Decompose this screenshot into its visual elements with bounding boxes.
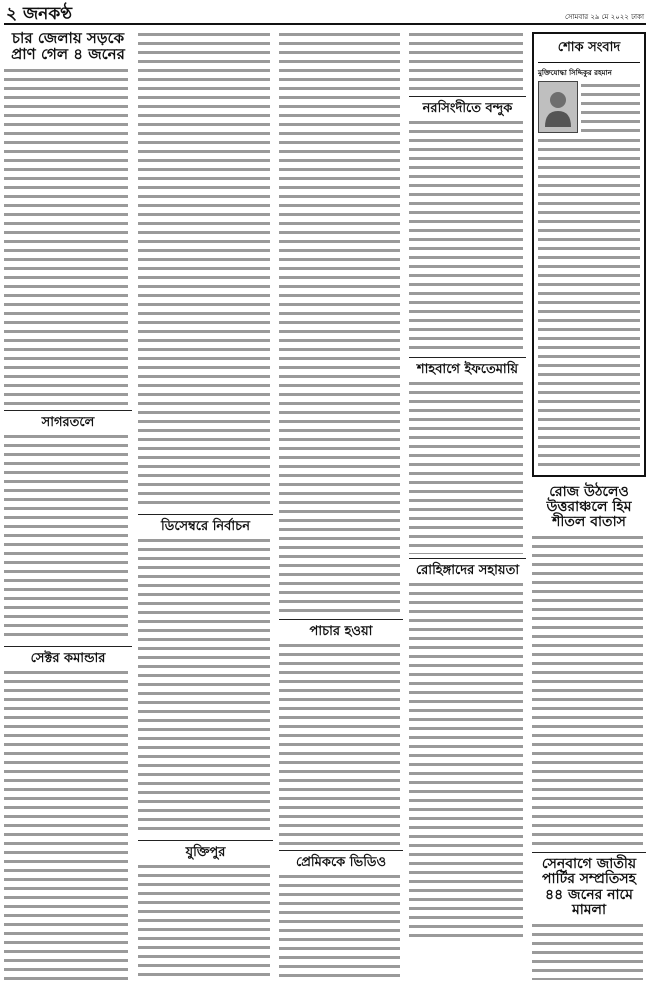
article-body-4 — [138, 30, 273, 510]
section-headline-election: ডিসেম্বরে নির্বাচন — [161, 519, 250, 534]
column-4 — [409, 30, 526, 980]
page-number: ২ জনকণ্ঠ — [6, 4, 73, 24]
article-body-10 — [409, 30, 526, 92]
divider — [138, 514, 273, 515]
article-body-2 — [4, 432, 132, 642]
article-body-8 — [279, 641, 403, 846]
section-headline-sagortole: সাগরতলে — [41, 415, 95, 431]
divider — [532, 852, 646, 853]
section-headline-shahbag: শাহবাগে ইফতেমায়ি — [416, 362, 519, 378]
section-headline-premik-video: প্রেমিককে ভিডিও — [295, 855, 387, 871]
bottom-headline: সেনবাগে জাতীয় পার্টির সম্প্রতিসহ ৪৪ জনের নামে মামলা — [541, 856, 637, 918]
section-headline-pachar: পাচার হওয়া — [309, 624, 373, 639]
article-body-3 — [4, 668, 132, 980]
obituary-row — [538, 81, 640, 133]
lead-headline: চার জেলায় সড়কে প্রাণ গেল ৪ জনের — [11, 30, 125, 64]
article-body-5 — [138, 536, 273, 836]
article-body-12 — [409, 379, 526, 554]
obituary-person: মুক্তিযোদ্ধা সিদ্দিকুর রহমান — [538, 69, 612, 77]
divider — [409, 357, 526, 358]
article-body-9 — [279, 872, 403, 980]
section-headline-juktipur: যুক্তিপুর — [185, 845, 226, 861]
article-body-13 — [409, 580, 526, 940]
obituary-title: শোক সংবাদ — [538, 38, 640, 63]
dateline: সোমবার ২৯ মে ২০২২ ঢাকা — [564, 13, 644, 21]
divider — [138, 840, 273, 841]
column-1 — [4, 30, 132, 980]
divider — [4, 410, 132, 411]
section-headline-narsingdi: নরসিংদীতে বন্দুক — [422, 101, 513, 116]
column-2 — [138, 30, 273, 980]
article-body-7 — [279, 30, 403, 615]
divider — [4, 646, 132, 647]
divider — [279, 619, 403, 620]
divider — [279, 850, 403, 851]
article-body-1 — [4, 66, 132, 406]
divider — [409, 96, 526, 97]
obituary-text-2 — [538, 136, 640, 471]
obituary-box — [532, 32, 646, 477]
article-body-15 — [532, 921, 646, 980]
page-header — [4, 3, 646, 25]
portrait-photo — [538, 81, 578, 133]
section-headline-sector-commander: সেক্টর কমান্ডার — [30, 651, 106, 667]
column-5 — [532, 30, 646, 980]
obituary-text-1 — [581, 81, 640, 133]
person-photo-icon — [539, 82, 577, 132]
divider — [409, 558, 526, 559]
article-body-14 — [532, 533, 646, 848]
article-body-11 — [409, 118, 526, 353]
article-body-6 — [138, 862, 273, 980]
weather-headline: রোজ উঠলেও উত্তরাঞ্চলে হিম শীতল বাতাস — [546, 484, 632, 531]
column-3 — [279, 30, 403, 980]
section-headline-rohingya: রোহিঙ্গাদের সহায়তা — [415, 563, 520, 579]
